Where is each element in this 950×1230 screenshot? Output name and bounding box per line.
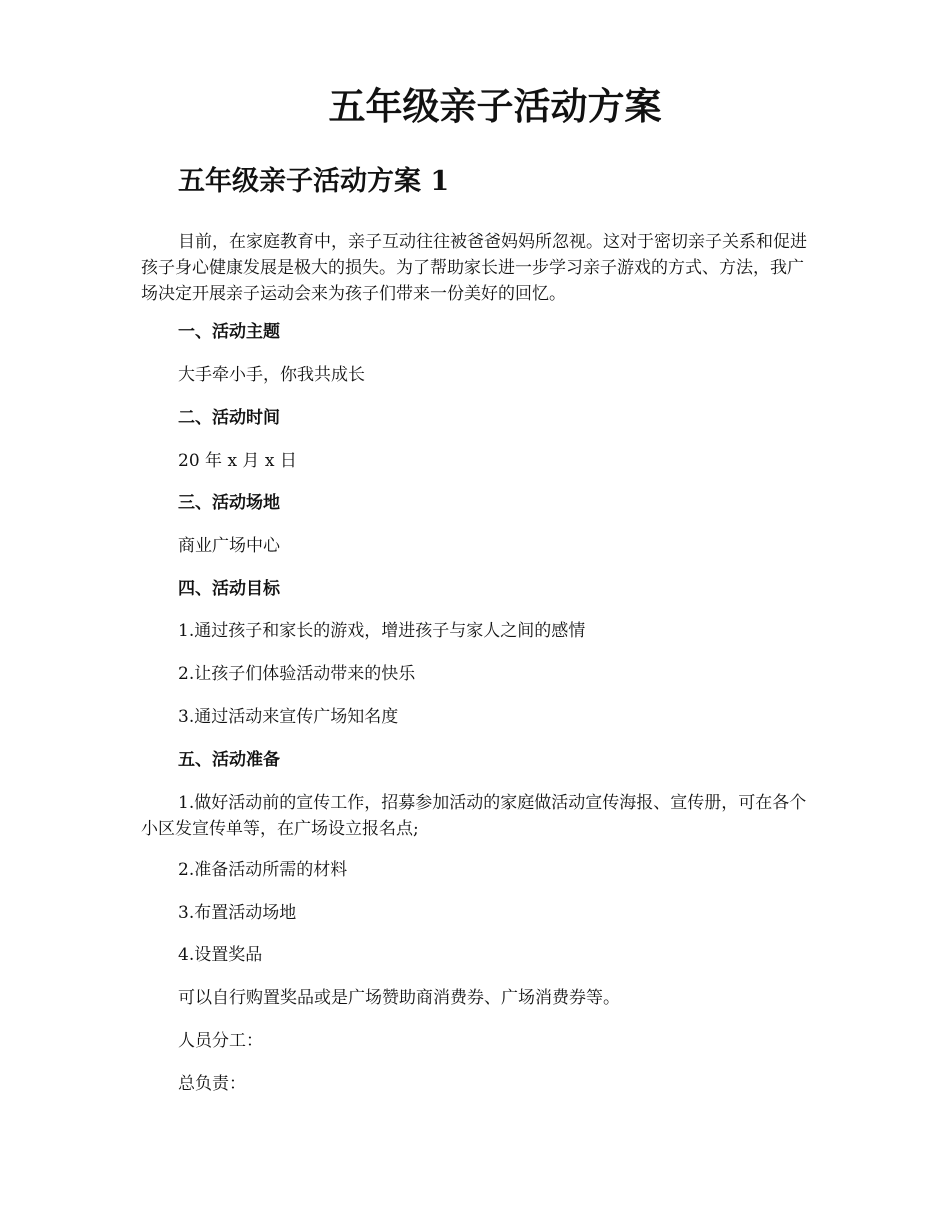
prize-note: 可以自行购置奖品或是广场赞助商消费券、广场消费券等。 (178, 988, 620, 1008)
staff-label: 人员分工： (178, 1031, 263, 1051)
intro-paragraph: 目前，在家庭教育中，亲子互动往往被爸爸妈妈所忽视。这对于密切亲子关系和促进孩子身心健康发展是极大的损失。为了帮助家长进一步学习亲子游戏的方式、方法，我广场决定开展亲子运动会来为孩子们带来一份美好的回忆。 (141, 232, 807, 304)
goal-item: 3.通过活动来宣传广场知名度 (178, 707, 399, 727)
lead-label: 总负责： (178, 1074, 246, 1094)
prep-item: 2.准备活动所需的材料 (178, 860, 348, 880)
heading-venue: 三、活动场地 (178, 493, 280, 513)
theme-text: 大手牵小手，你我共成长 (178, 365, 365, 385)
document-title: 五年级亲子活动方案 (328, 84, 662, 128)
goal-item: 1.通过孩子和家长的游戏，增进孩子与家人之间的感情 (178, 621, 586, 641)
heading-goals: 四、活动目标 (178, 579, 280, 599)
time-text: 20 年 x 月 x 日 (178, 451, 297, 471)
goal-item: 2.让孩子们体验活动带来的快乐 (178, 664, 416, 684)
heading-prep: 五、活动准备 (178, 750, 280, 770)
prep-item: 1.做好活动前的宣传工作，招募参加活动的家庭做活动宣传海报、宣传册，可在各个小区发宣传单等，在广场设立报名点; (141, 793, 807, 839)
prep-item: 3.布置活动场地 (178, 903, 297, 923)
prep-item: 4.设置奖品 (178, 945, 263, 965)
venue-text: 商业广场中心 (178, 536, 280, 556)
heading-time: 二、活动时间 (178, 408, 280, 428)
section-title: 五年级亲子活动方案 1 (178, 166, 450, 197)
heading-theme: 一、活动主题 (178, 322, 280, 342)
